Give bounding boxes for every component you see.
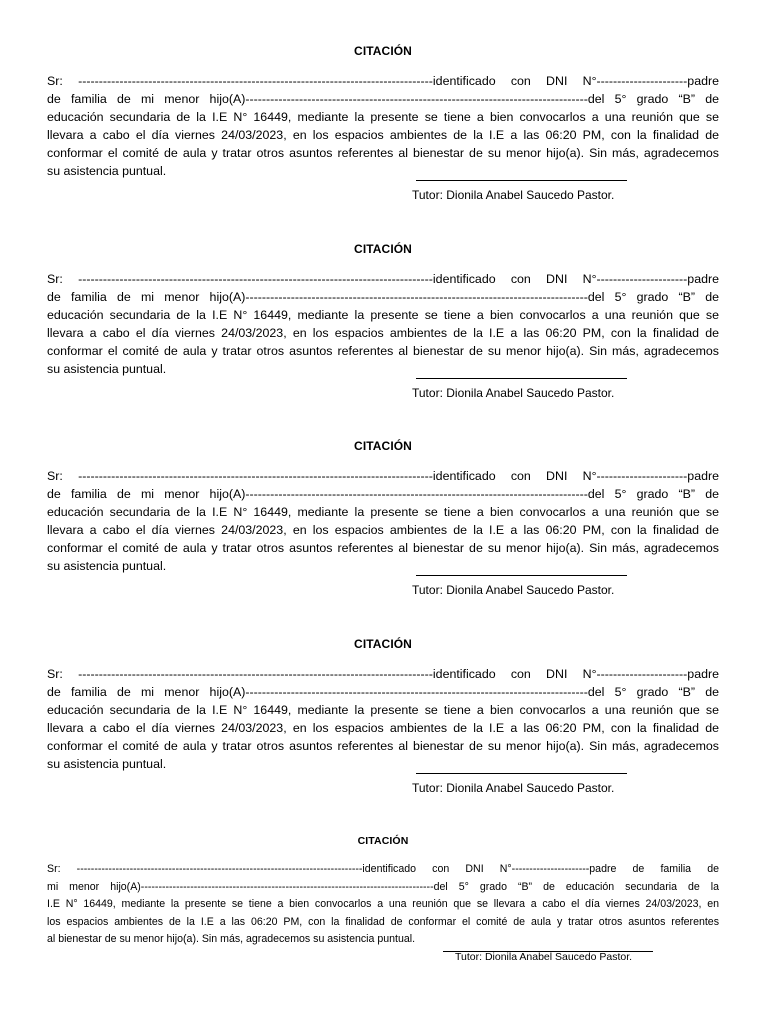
body-line: conformar el comité de aula y tratar otros asuntos referentes al bienestar de su menor hijo(a). Sin más, agradecemos [47,344,719,358]
body-line: su asistencia puntual. [47,164,167,178]
body-line: educación secundaria de la I.E N° 16449, mediante la presente se tiene a bien convocarlos a una reunión que se [47,703,719,717]
citation-body [47,467,719,575]
tutor-signature: Tutor: Dionila Anabel Saucedo Pastor. [412,188,615,202]
body-line: llevara a cabo el día viernes 24/03/2023, en los espacios ambientes de la I.E a las 06:20 PM, con la finalidad de [47,721,719,735]
signature-line [416,575,627,576]
body-line: conformar el comité de aula y tratar otros asuntos referentes al bienestar de su menor hijo(a). Sin más, agradecemos [47,541,719,555]
citation-title: CITACIÓN [354,242,412,256]
citation-title: CITACIÓN [354,637,412,651]
body-line: llevara a cabo el día viernes 24/03/2023, en los espacios ambientes de la I.E a las 06:20 PM, con la finalidad de [47,128,719,142]
body-line: Sr: ---------------------------------------------------------------------------------identificado con DNI N°----------------------padre de familia de [47,863,719,875]
body-line: mi menor hijo(A)-----------------------------------------------------------------------------------del 5° grado “B” de educación secundaria de la [47,880,719,893]
body-line: de familia de mi menor hijo(A)-----------------------------------------------------------------------------------del 5° grado “B” de [47,685,719,699]
citation-body [47,270,719,378]
signature-line [416,378,627,379]
citation-block [47,637,719,795]
citation-block [47,242,719,400]
citation-body [47,861,719,949]
body-line: educación secundaria de la I.E N° 16449, mediante la presente se tiene a bien convocarlos a una reunión que se [47,110,719,124]
tutor-signature: Tutor: Dionila Anabel Saucedo Pastor. [412,781,615,795]
tutor-signature: Tutor: Dionila Anabel Saucedo Pastor. [412,386,615,400]
body-line: de familia de mi menor hijo(A)-----------------------------------------------------------------------------------del 5° grado “B” de [47,487,719,501]
body-line: llevara a cabo el día viernes 24/03/2023, en los espacios ambientes de la I.E a las 06:20 PM, con la finalidad de [47,523,719,537]
body-line: Sr: --------------------------------------------------------------------------------------identificado con DNI N°----------------------padre [47,74,719,88]
body-line: Sr: --------------------------------------------------------------------------------------identificado con DNI N°----------------------padre [47,667,719,681]
citation-block [47,44,719,202]
signature-line [416,180,627,181]
body-line: al bienestar de su menor hijo(a). Sin más, agradecemos su asistencia puntual. [47,933,416,945]
tutor-signature: Tutor: Dionila Anabel Saucedo Pastor. [412,583,615,597]
citation-block [47,439,719,597]
body-line: de familia de mi menor hijo(A)-----------------------------------------------------------------------------------del 5° grado “B” de [47,290,719,304]
body-line: su asistencia puntual. [47,757,167,771]
body-line: I.E N° 16449, mediante la presente se tiene a bien convocarlos a una reunión que se llevara a cabo el día viernes 24/03/2023, en [47,898,719,910]
body-line: llevara a cabo el día viernes 24/03/2023, en los espacios ambientes de la I.E a las 06:20 PM, con la finalidad de [47,326,719,340]
body-line: Sr: --------------------------------------------------------------------------------------identificado con DNI N°----------------------padre [47,272,719,286]
citation-title: CITACIÓN [354,44,412,58]
body-line: educación secundaria de la I.E N° 16449, mediante la presente se tiene a bien convocarlos a una reunión que se [47,308,719,322]
body-line: Sr: --------------------------------------------------------------------------------------identificado con DNI N°----------------------padre [47,469,719,483]
signature-line [416,773,627,774]
body-line: educación secundaria de la I.E N° 16449, mediante la presente se tiene a bien convocarlos a una reunión que se [47,505,719,519]
body-line: su asistencia puntual. [47,362,167,376]
citation-block [47,835,719,963]
tutor-signature: Tutor: Dionila Anabel Saucedo Pastor. [455,951,633,963]
citation-title: CITACIÓN [354,439,412,453]
body-line: su asistencia puntual. [47,559,167,573]
citation-body [47,72,719,180]
body-line: de familia de mi menor hijo(A)-----------------------------------------------------------------------------------del 5° grado “B” de [47,92,719,106]
body-line: los espacios ambientes de la I.E a las 06:20 PM, con la finalidad de conformar el comité de aula y tratar otros asuntos referentes [47,915,719,928]
body-line: conformar el comité de aula y tratar otros asuntos referentes al bienestar de su menor hijo(a). Sin más, agradecemos [47,146,719,160]
citation-title: CITACIÓN [357,835,409,847]
citation-body [47,665,719,773]
body-line: conformar el comité de aula y tratar otros asuntos referentes al bienestar de su menor hijo(a). Sin más, agradecemos [47,739,719,753]
